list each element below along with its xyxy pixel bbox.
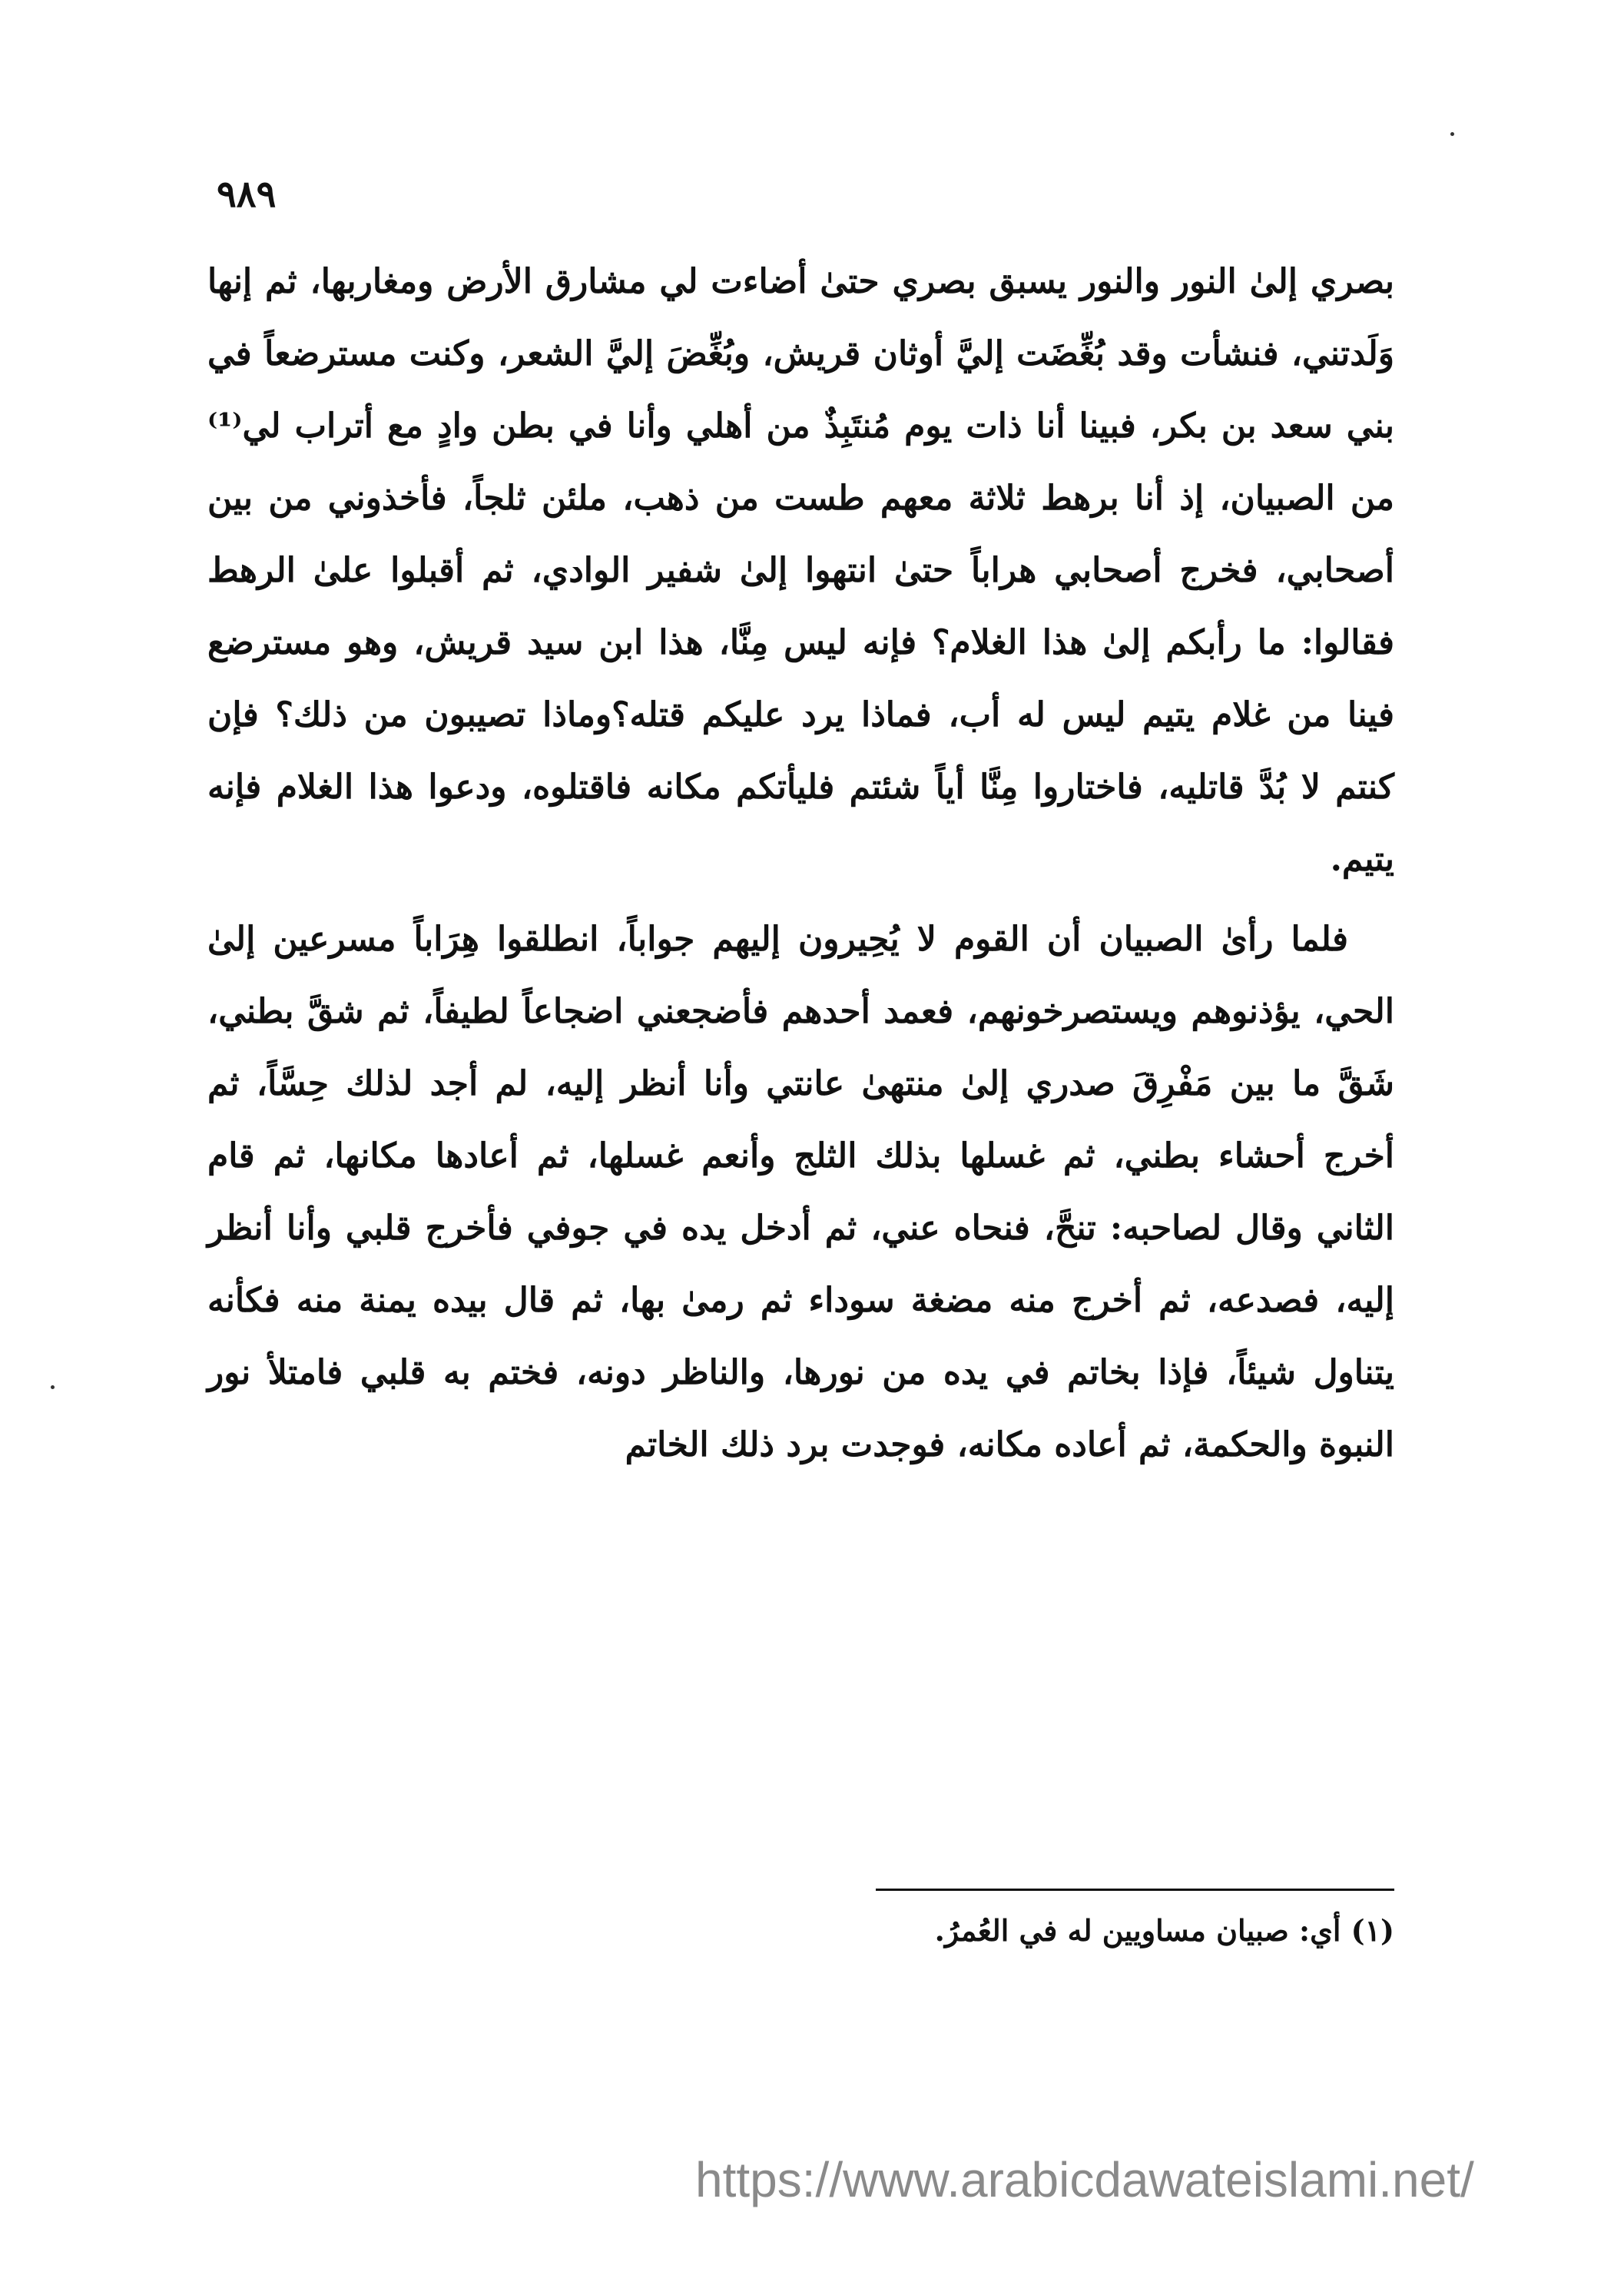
page-number: ٩٨٩ — [217, 173, 277, 216]
scan-speck — [51, 1385, 55, 1389]
footnote-divider — [876, 1889, 1394, 1891]
footnote: (١) أي: صبيان مساويين له في العُمرُ. — [934, 1913, 1394, 1948]
body-text — [207, 246, 1394, 1481]
paragraph-1: بصري إلىٰ النور والنور يسبق بصري حتىٰ أضاءت لي مشارق الأرض ومغاربها، ثم إنها وَلَدتني، فنشأت وقد بُغِّضَت إليَّ أوثان قريش، وبُغِّضَ إليَّ الشعر، وكنت مسترضعاً في بني سعد بن بكر، فبينا أنا ذات يوم مُنتَبِذٌ من أهلي وأنا في بطن وادٍ مع أتراب لي⁽¹⁾ من الصبيان، إذ أنا برهط ثلاثة معهم طست من ذهب، ملئن ثلجاً، فأخذوني من بين أصحابي، فخرج أصحابي هراباً حتىٰ انتهوا إلىٰ شفير الوادي، ثم أقبلوا علىٰ الرهط فقالوا: ما رأبكم إلىٰ هذا الغلام؟ فإنه ليس مِنَّا، هذا ابن سيد قريش، وهو مسترضع فينا من غلام يتيم ليس له أب، فماذا يرد عليكم قتله؟وماذا تصيبون من ذلك؟ فإن كنتم لا بُدَّ قاتليه، فاختاروا مِنَّا أياً شئتم فليأتكم مكانه فاقتلوه، ودعوا هذا الغلام فإنه يتيم. — [207, 262, 1394, 879]
watermark-url: https://www.arabicdawateislami.net/ — [695, 2152, 1474, 2207]
paragraph-2: فلما رأىٰ الصبيان أن القوم لا يُحِيرون إليهم جواباً، انطلقوا هِرَاباً مسرعين إلىٰ الحي، يؤذنوهم ويستصرخونهم، فعمد أحدهم فأضجعني اضجاعاً لطيفاً، ثم شقَّ بطني، شَقَّ ما بين مَفْرِقَ صدري إلىٰ منتهىٰ عانتي وأنا أنظر إليه، لم أجد لذلك حِسَّاً، ثم أخرج أحشاء بطني، ثم غسلها بذلك الثلج وأنعم غسلها، ثم أعادها مكانها، ثم قام الثاني وقال لصاحبه: تنحَّ، فنحاه عني، ثم أدخل يده في جوفي فأخرج قلبي وأنا أنظر إليه، فصدعه، ثم أخرج منه مضغة سوداء ثم رمىٰ بها، ثم قال بيده يمنة منه فكأنه يتناول شيئاً، فإذا بخاتم في يده من نورها، والناظر دونه، فختم به قلبي فامتلأ نور النبوة والحكمة، ثم أعاده مكانه، فوجدت برد ذلك الخاتم — [207, 920, 1395, 1464]
scan-speck — [1450, 132, 1454, 136]
